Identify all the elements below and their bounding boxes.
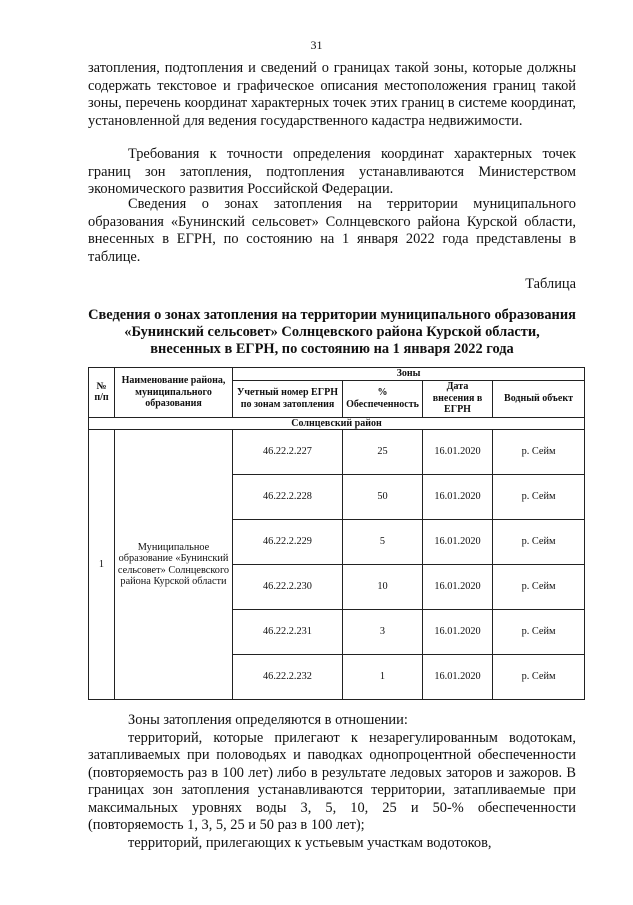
cell-num: 1 xyxy=(89,430,115,700)
paragraph-text: территорий, которые прилегают к незарегулированным водотокам, затапливаемых при половодьях и паводках однопроцентной обеспеченности (повторяемость раз в 100 лет) либо в результате ледовых заторов и зажоров. В границах зон затопления устанавливаются территории, затапливаемые при максимальных уровнях воды 3, 5, 10, 25 и 50-% обеспеченности (повторяемость 1, 3, 5, 25 и 50 раз в 100 лет); xyxy=(88,729,576,833)
cell-percent: 1 xyxy=(343,655,423,700)
cell-cadastral: 46.22.2.227 xyxy=(233,430,343,475)
cell-cadastral: 46.22.2.232 xyxy=(233,655,343,700)
header-percent: % Обеспеченность xyxy=(343,380,423,417)
cell-water: р. Сейм xyxy=(493,565,585,610)
cell-municipality: Муниципальное образование «Бунинский сельсовет» Солнцевского района Курской области xyxy=(115,430,233,700)
table-header-row xyxy=(89,368,585,381)
paragraph-table-intro xyxy=(88,196,576,266)
cell-water: р. Сейм xyxy=(493,475,585,520)
page-number: 31 xyxy=(310,38,323,52)
table-row xyxy=(89,430,585,475)
cell-date: 16.01.2020 xyxy=(423,520,493,565)
paragraph-text: Сведения о зонах затопления на территории муниципального образования «Бунинский сельсовет» Солнцевского района Курской области, внесенных в ЕГРН, по состоянию на 1 января 2022 года представлены в таблице. xyxy=(88,196,576,265)
table-region-row xyxy=(89,417,585,430)
flood-zones-table xyxy=(88,367,585,700)
paragraphs-after-table xyxy=(88,712,576,852)
region-name: Солнцевский район xyxy=(89,417,585,430)
cell-percent: 5 xyxy=(343,520,423,565)
cell-water: р. Сейм xyxy=(493,655,585,700)
cell-water: р. Сейм xyxy=(493,430,585,475)
cell-water: р. Сейм xyxy=(493,610,585,655)
cell-percent: 25 xyxy=(343,430,423,475)
cell-date: 16.01.2020 xyxy=(423,565,493,610)
paragraph-text: Зоны затопления определяются в отношении: xyxy=(128,712,408,728)
cell-cadastral: 46.22.2.228 xyxy=(233,475,343,520)
paragraph-continuation xyxy=(88,60,576,130)
header-name: Наименование района, муниципального образования xyxy=(115,368,233,418)
paragraph-accuracy-requirements xyxy=(88,146,576,199)
cell-cadastral: 46.22.2.230 xyxy=(233,565,343,610)
cell-percent: 50 xyxy=(343,475,423,520)
table-title: Сведения о зонах затопления на территории муниципального образования «Бунинский сельсовет» Солнцевского района Курской области, внесенных в ЕГРН, по состоянию на 1 января 2022 года xyxy=(88,307,576,357)
cell-percent: 3 xyxy=(343,610,423,655)
cell-date: 16.01.2020 xyxy=(423,610,493,655)
header-num: № п/п xyxy=(89,368,115,418)
paragraph-text: территорий, прилегающих к устьевым участкам водотоков, xyxy=(128,834,492,851)
header-water: Водный объект xyxy=(493,380,585,417)
paragraph-text: Требования к точности определения координат характерных точек границ зон затопления, подтопления устанавливаются Министерством экономического развития Российской Федерации. xyxy=(88,146,576,197)
table-label: Таблица xyxy=(525,276,576,292)
cell-date: 16.01.2020 xyxy=(423,430,493,475)
cell-water: р. Сейм xyxy=(493,520,585,565)
cell-date: 16.01.2020 xyxy=(423,655,493,700)
cell-cadastral: 46.22.2.229 xyxy=(233,520,343,565)
header-date: Дата внесения в ЕГРН xyxy=(423,380,493,417)
header-cadastral: Учетный номер ЕГРН по зонам затопления xyxy=(233,380,343,417)
header-zones: Зоны xyxy=(233,368,585,381)
paragraph-text: затопления, подтопления и сведений о границах такой зоны, которые должны содержать текстовое и графическое описания местоположения границ такой зоны, перечень координат характерных точек этих границ в системе координат, установленной для ведения государственного кадастра недвижимости. xyxy=(88,60,576,129)
cell-cadastral: 46.22.2.231 xyxy=(233,610,343,655)
cell-date: 16.01.2020 xyxy=(423,475,493,520)
cell-percent: 10 xyxy=(343,565,423,610)
